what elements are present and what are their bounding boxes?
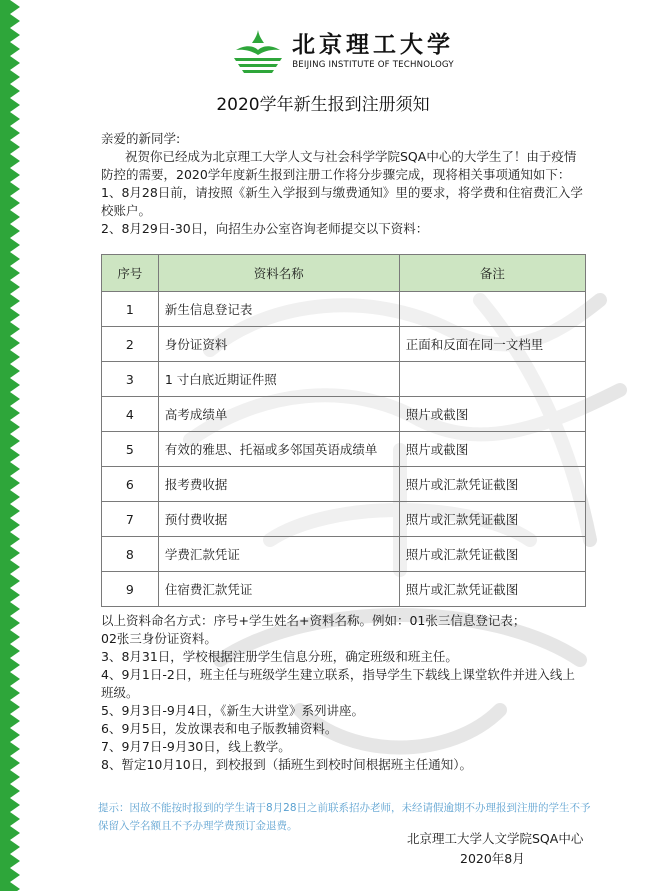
documents-table [101, 254, 586, 607]
university-name-en: BEIJING INSTITUTE OF TECHNOLOGY [292, 59, 454, 70]
row-index: 1 [102, 292, 159, 327]
step-1-line-1: 1、8月28日前，请按照《新生入学报到与缴费通知》里的要求，将学费和住宿费汇入学 [101, 185, 583, 200]
table-row [102, 432, 586, 467]
university-logo [228, 28, 454, 74]
row-document-name: 1 寸白底近期证件照 [158, 362, 399, 397]
row-document-name: 学费汇款凭证 [158, 537, 399, 572]
signoff-organization: 北京理工大学人文学院SQA中心 [407, 831, 584, 846]
row-remarks: 照片或截图 [399, 397, 585, 432]
header-remarks: 备注 [399, 255, 585, 292]
row-remarks: 正面和反面在同一文档里 [399, 327, 585, 362]
header-index: 序号 [102, 255, 159, 292]
table-row [102, 467, 586, 502]
step-8: 8、暂定10月10日，到校报到（插班生到校时间根据班主任通知）。 [101, 757, 473, 772]
row-remarks [399, 292, 585, 327]
header-document-name: 资料名称 [158, 255, 399, 292]
step-1-line-2: 校账户。 [101, 203, 152, 218]
table-row [102, 362, 586, 397]
tip-line-1: 提示：因故不能按时报到的学生请于8月28日之前联系招办老师，未经请假逾期不办理报到注册的学生不予 [98, 802, 591, 814]
row-document-name: 报考费收据 [158, 467, 399, 502]
table-row [102, 397, 586, 432]
steps-section [101, 612, 601, 774]
tip-line-2: 保留入学名额且不予办理学费预订金退费。 [98, 820, 298, 832]
step-2: 2、8月29日-30日，向招生办公室咨询老师提交以下资料： [101, 221, 429, 236]
row-index: 3 [102, 362, 159, 397]
row-remarks: 照片或汇款凭证截图 [399, 502, 585, 537]
table-row [102, 572, 586, 607]
step-4-line-2: 班级。 [101, 685, 139, 700]
naming-rule-line-1: 以上资料命名方式：序号+学生姓名+资料名称。例如：01张三信息登记表； [101, 613, 526, 628]
zigzag-border [0, 0, 22, 891]
intro-line-1: 祝贺你已经成为北京理工大学人文与社会科学学院SQA中心的大学生了！由于疫情 [125, 149, 577, 164]
row-index: 6 [102, 467, 159, 502]
row-index: 4 [102, 397, 159, 432]
table-row [102, 327, 586, 362]
table-row [102, 502, 586, 537]
intro-section [101, 130, 601, 238]
table-header-row [102, 255, 586, 292]
table-row [102, 537, 586, 572]
row-document-name: 预付费收据 [158, 502, 399, 537]
row-document-name: 身份证资料 [158, 327, 399, 362]
row-remarks: 照片或汇款凭证截图 [399, 572, 585, 607]
signoff [380, 829, 610, 869]
row-document-name: 新生信息登记表 [158, 292, 399, 327]
naming-rule-line-2: 02张三身份证资料。 [101, 631, 217, 646]
row-document-name: 住宿费汇款凭证 [158, 572, 399, 607]
row-remarks: 照片或汇款凭证截图 [399, 537, 585, 572]
step-5: 5、9月3日-9月4日，《新生大讲堂》系列讲座。 [101, 703, 365, 718]
step-4-line-1: 4、9月1日-2日，班主任与班级学生建立联系，指导学生下载线上课堂软件并进入线上 [101, 667, 575, 682]
row-index: 2 [102, 327, 159, 362]
row-document-name: 有效的雅思、托福或多邻国英语成绩单 [158, 432, 399, 467]
bit-emblem-icon [228, 28, 288, 74]
greeting: 亲爱的新同学: [101, 131, 181, 146]
row-index: 9 [102, 572, 159, 607]
row-remarks: 照片或汇款凭证截图 [399, 467, 585, 502]
university-name-cn: 北京理工大学 [292, 30, 454, 58]
step-6: 6、9月5日，发放课表和电子版教辅资料。 [101, 721, 338, 736]
step-7: 7、9月7日-9月30日，线上教学。 [101, 739, 291, 754]
intro-line-2: 防控的需要，2020学年度新生报到注册工作将分步骤完成，现将相关事项通知如下： [101, 167, 571, 182]
document-title: 2020学年新生报到注册须知 [216, 95, 430, 115]
row-document-name: 高考成绩单 [158, 397, 399, 432]
step-3: 3、8月31日，学校根据注册学生信息分班，确定班级和班主任。 [101, 649, 458, 664]
row-index: 8 [102, 537, 159, 572]
signoff-date: 2020年8月 [460, 851, 525, 866]
row-remarks [399, 362, 585, 397]
row-remarks: 照片或截图 [399, 432, 585, 467]
row-index: 7 [102, 502, 159, 537]
table-row [102, 292, 586, 327]
row-index: 5 [102, 432, 159, 467]
